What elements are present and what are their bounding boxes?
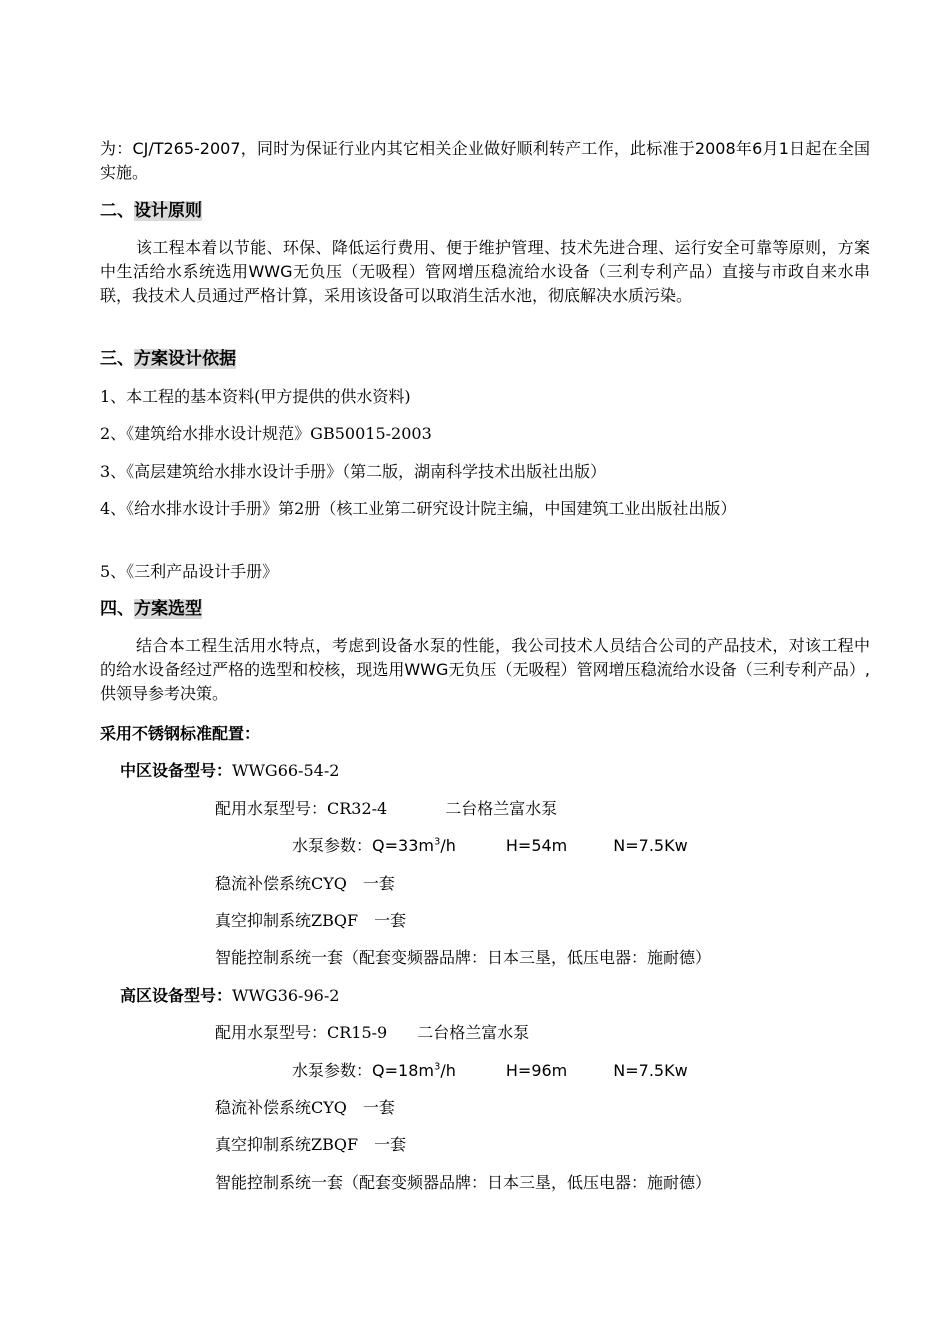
section-heading-scheme-selection — [100, 597, 870, 621]
section-heading-design-basis — [100, 347, 870, 371]
config-title: 采用不锈钢标准配置： — [100, 724, 261, 743]
section-number: 三、 — [100, 349, 134, 369]
mid-h-value: H=54m — [505, 836, 568, 855]
high-zbqf: 真空抑制系统ZBQF 一套 — [215, 1135, 407, 1154]
mid-pump-label: 配用水泵型号：CR32-4 — [215, 799, 388, 818]
mid-zone-label: 中区设备型号： — [120, 761, 233, 780]
mid-q-value: $Q=33m^3/h$ — [372, 836, 456, 855]
section-title: 方案设计依据 — [134, 349, 236, 369]
mid-param-label: 水泵参数： — [292, 836, 373, 855]
high-n-value: N=7.5Kw — [613, 1061, 688, 1080]
basis-item-4: 4、《给水排水设计手册》第2册（核工业第二研究设计院主编，中国建筑工业出版社出版） — [100, 499, 737, 518]
mid-pump-desc: 二台格兰富水泵 — [445, 799, 558, 818]
mid-n-value: N=7.5Kw — [613, 836, 688, 855]
section-title: 方案选型 — [134, 599, 202, 619]
section-heading-design-principles — [100, 199, 870, 223]
high-cyq: 稳流补偿系统CYQ 一套 — [215, 1098, 395, 1117]
mid-pump-model — [215, 797, 950, 821]
mid-zbqf: 真空抑制系统ZBQF 一套 — [215, 911, 407, 930]
high-pump-label: 配用水泵型号：CR15-9 — [215, 1023, 388, 1042]
high-q-value: $Q=18m^3/h$ — [372, 1061, 456, 1080]
high-pump-model — [215, 1021, 950, 1045]
high-control: 智能控制系统一套（配套变频器品牌：日本三垦，低压电器：施耐德） — [215, 1173, 712, 1192]
high-pump-desc: 二台格兰富水泵 — [417, 1023, 530, 1042]
section-title: 设计原则 — [134, 201, 202, 221]
high-zone-model — [120, 984, 890, 1008]
design-principles-paragraph: 该工程本着以节能、环保、降低运行费用、便于维护管理、技术先进合理、运行安全可靠等原则，方案中生活给水系统选用WWG无负压（无吸程）管网增压稳流给水设备（三利专利产品）直接与市政自来水串联，我技术人员通过严格计算，采用该设备可以取消生活水池，彻底解决水质污染。 — [100, 238, 870, 305]
mid-zone-model — [120, 759, 890, 783]
high-h-value: H=96m — [505, 1061, 568, 1080]
intro-paragraph: 为：CJ/T265-2007，同时为保证行业内其它相关企业做好顺利转产工作，此标准于2008年6月1日起在全国实施。 — [100, 139, 870, 182]
scheme-selection-paragraph: 结合本工程生活用水特点，考虑到设备水泵的性能，我公司技术人员结合公司的产品技术，对该工程中的给水设备经过严格的选型和校核，现选用WWG无负压（无吸程）管网增压稳流给水设备（三利专利产品）,供领导参考决策。 — [100, 636, 870, 703]
high-zone-model-value: WWG36-96-2 — [232, 986, 340, 1005]
high-param-label: 水泵参数： — [292, 1061, 373, 1080]
basis-item-3: 3、《高层建筑给水排水设计手册》（第二版，湖南科学技术出版社出版） — [100, 462, 607, 481]
mid-pump-params — [292, 834, 950, 858]
section-number: 四、 — [100, 599, 134, 619]
mid-cyq: 稳流补偿系统CYQ 一套 — [215, 874, 395, 893]
basis-item-5: 5、《三利产品设计手册》 — [100, 562, 279, 581]
basis-item-2: 2、《建筑给水排水设计规范》GB50015-2003 — [100, 424, 432, 443]
high-zone-label: 高区设备型号： — [120, 986, 233, 1005]
mid-control: 智能控制系统一套（配套变频器品牌：日本三垦，低压电器：施耐德） — [215, 948, 712, 967]
mid-zone-model-value: WWG66-54-2 — [232, 761, 340, 780]
section-number: 二、 — [100, 201, 134, 221]
high-pump-params — [292, 1059, 950, 1083]
basis-item-1: 1、本工程的基本资料(甲方提供的供水资料) — [100, 387, 411, 406]
